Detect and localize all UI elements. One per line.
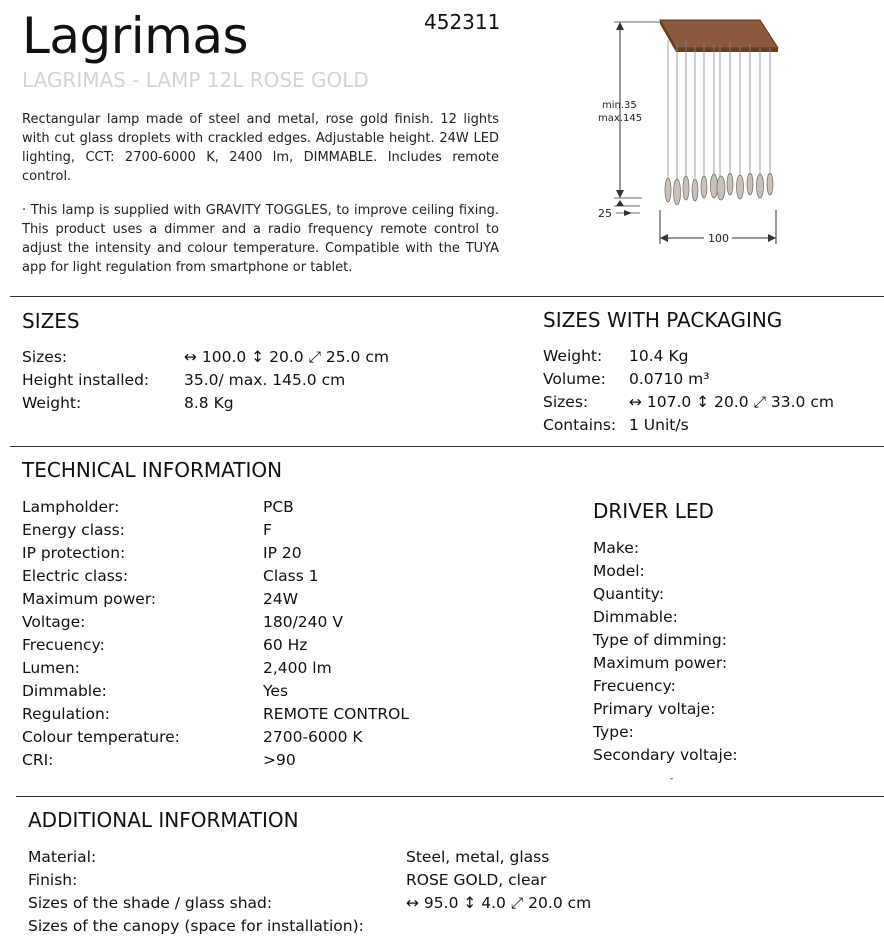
section-divider [10, 296, 884, 297]
row-label: Sizes of the shade / glass shad: [28, 894, 273, 912]
row-value: >90 [263, 751, 296, 769]
lamp-dimension-drawing [580, 10, 800, 250]
row-label: IP protection: [22, 544, 126, 562]
additional-heading: ADDITIONAL INFORMATION [28, 808, 299, 832]
section-divider [10, 446, 884, 447]
row-value: 60 Hz [263, 636, 308, 654]
row-value: Yes [263, 682, 289, 700]
row-label: Colour temperature: [22, 728, 180, 746]
row-label: Energy class: [22, 521, 125, 539]
width-label: 100 [708, 232, 729, 245]
list-item: Dimmable: [593, 608, 678, 626]
canopy-height-label: 25 [598, 207, 612, 220]
section-divider [16, 796, 884, 797]
height-label-min: min.35 [602, 100, 637, 111]
row-label: Lampholder: [22, 498, 120, 516]
row-label: Weight: [543, 347, 603, 365]
row-label: Contains: [543, 416, 617, 434]
technical-heading: TECHNICAL INFORMATION [22, 458, 283, 482]
technical-table [22, 496, 502, 776]
row-label: Sizes: [543, 393, 589, 411]
list-item: Type of dimming: [593, 631, 727, 649]
row-value: IP 20 [263, 544, 302, 562]
driver-footnote: - [670, 774, 674, 784]
additional-table [28, 846, 878, 942]
row-value: ↔ 107.0 ↕ 20.0 ⤢ 33.0 cm [629, 393, 834, 411]
height-label-max: max.145 [598, 113, 643, 124]
row-value: 1 Unit/s [629, 416, 689, 434]
row-label: Finish: [28, 871, 78, 889]
row-label: Maximum power: [22, 590, 157, 608]
packaging-heading: SIZES WITH PACKAGING [543, 308, 783, 332]
list-item: Frecuency: [593, 677, 676, 695]
product-title: Lagrimas [22, 7, 249, 65]
list-item: Quantity: [593, 585, 665, 603]
row-value: 24W [263, 590, 299, 608]
row-value: 10.4 Kg [629, 347, 689, 365]
row-value: 35.0/ max. 145.0 cm [184, 371, 346, 389]
row-label: Dimmable: [22, 682, 107, 700]
row-label: Voltage: [22, 613, 86, 631]
row-value: PCB [263, 498, 294, 516]
list-item: Secondary voltaje: [593, 746, 738, 764]
row-value: 2,400 lm [263, 659, 332, 677]
row-value: Class 1 [263, 567, 319, 585]
canopy-shape [660, 20, 778, 48]
row-value: 8.8 Kg [184, 394, 234, 412]
list-item: Type: [593, 723, 634, 741]
row-value: ↔ 100.0 ↕ 20.0 ⤢ 25.0 cm [184, 348, 389, 366]
list-item: Primary voltaje: [593, 700, 716, 718]
row-label: CRI: [22, 751, 54, 769]
description-paragraph-2: · This lamp is supplied with GRAVITY TOGGLES, to improve ceiling fixing. This product uses a dimmer and a radio frequency remote control to adjust the intensity and colour temperature. Compatible with the TUYA app for light regulation from smartphone or tablet. [22, 203, 499, 275]
row-value: 0.0710 m³ [629, 370, 710, 388]
row-value: ROSE GOLD, clear [406, 871, 547, 889]
row-value: Steel, metal, glass [406, 848, 550, 866]
row-value: 2700-6000 K [263, 728, 363, 746]
driver-heading: DRIVER LED [593, 499, 714, 523]
row-label: Height installed: [22, 371, 150, 389]
row-label: Electric class: [22, 567, 129, 585]
row-label: Frecuency: [22, 636, 105, 654]
row-value: ↔ 95.0 ↕ 4.0 ⤢ 20.0 cm [406, 894, 592, 912]
sizes-heading: SIZES [22, 309, 80, 333]
description-paragraph-1: Rectangular lamp made of steel and metal, rose gold finish. 12 lights with cut glass droplets with crackled edges. Adjustable height. 24W LED lighting, CCT: 2700-6000 K, 2400 lm, DIMMABLE. Includes remote control. [22, 112, 499, 184]
product-subtitle: LAGRIMAS - LAMP 12L ROSE GOLD [22, 68, 369, 92]
row-label: Sizes: [22, 348, 68, 366]
row-value: 180/240 V [263, 613, 343, 631]
driver-table [593, 537, 873, 777]
row-value: REMOTE CONTROL [263, 705, 410, 723]
row-label: Weight: [22, 394, 82, 412]
row-value: F [263, 521, 272, 539]
row-label: Volume: [543, 370, 606, 388]
product-code: 452311 [424, 10, 501, 34]
row-label: Lumen: [22, 659, 80, 677]
row-label: Sizes of the canopy (space for installation): [28, 917, 364, 935]
list-item: Make: [593, 539, 640, 557]
row-label: Regulation: [22, 705, 110, 723]
list-item: Model: [593, 562, 645, 580]
row-label: Material: [28, 848, 97, 866]
list-item: Maximum power: [593, 654, 728, 672]
